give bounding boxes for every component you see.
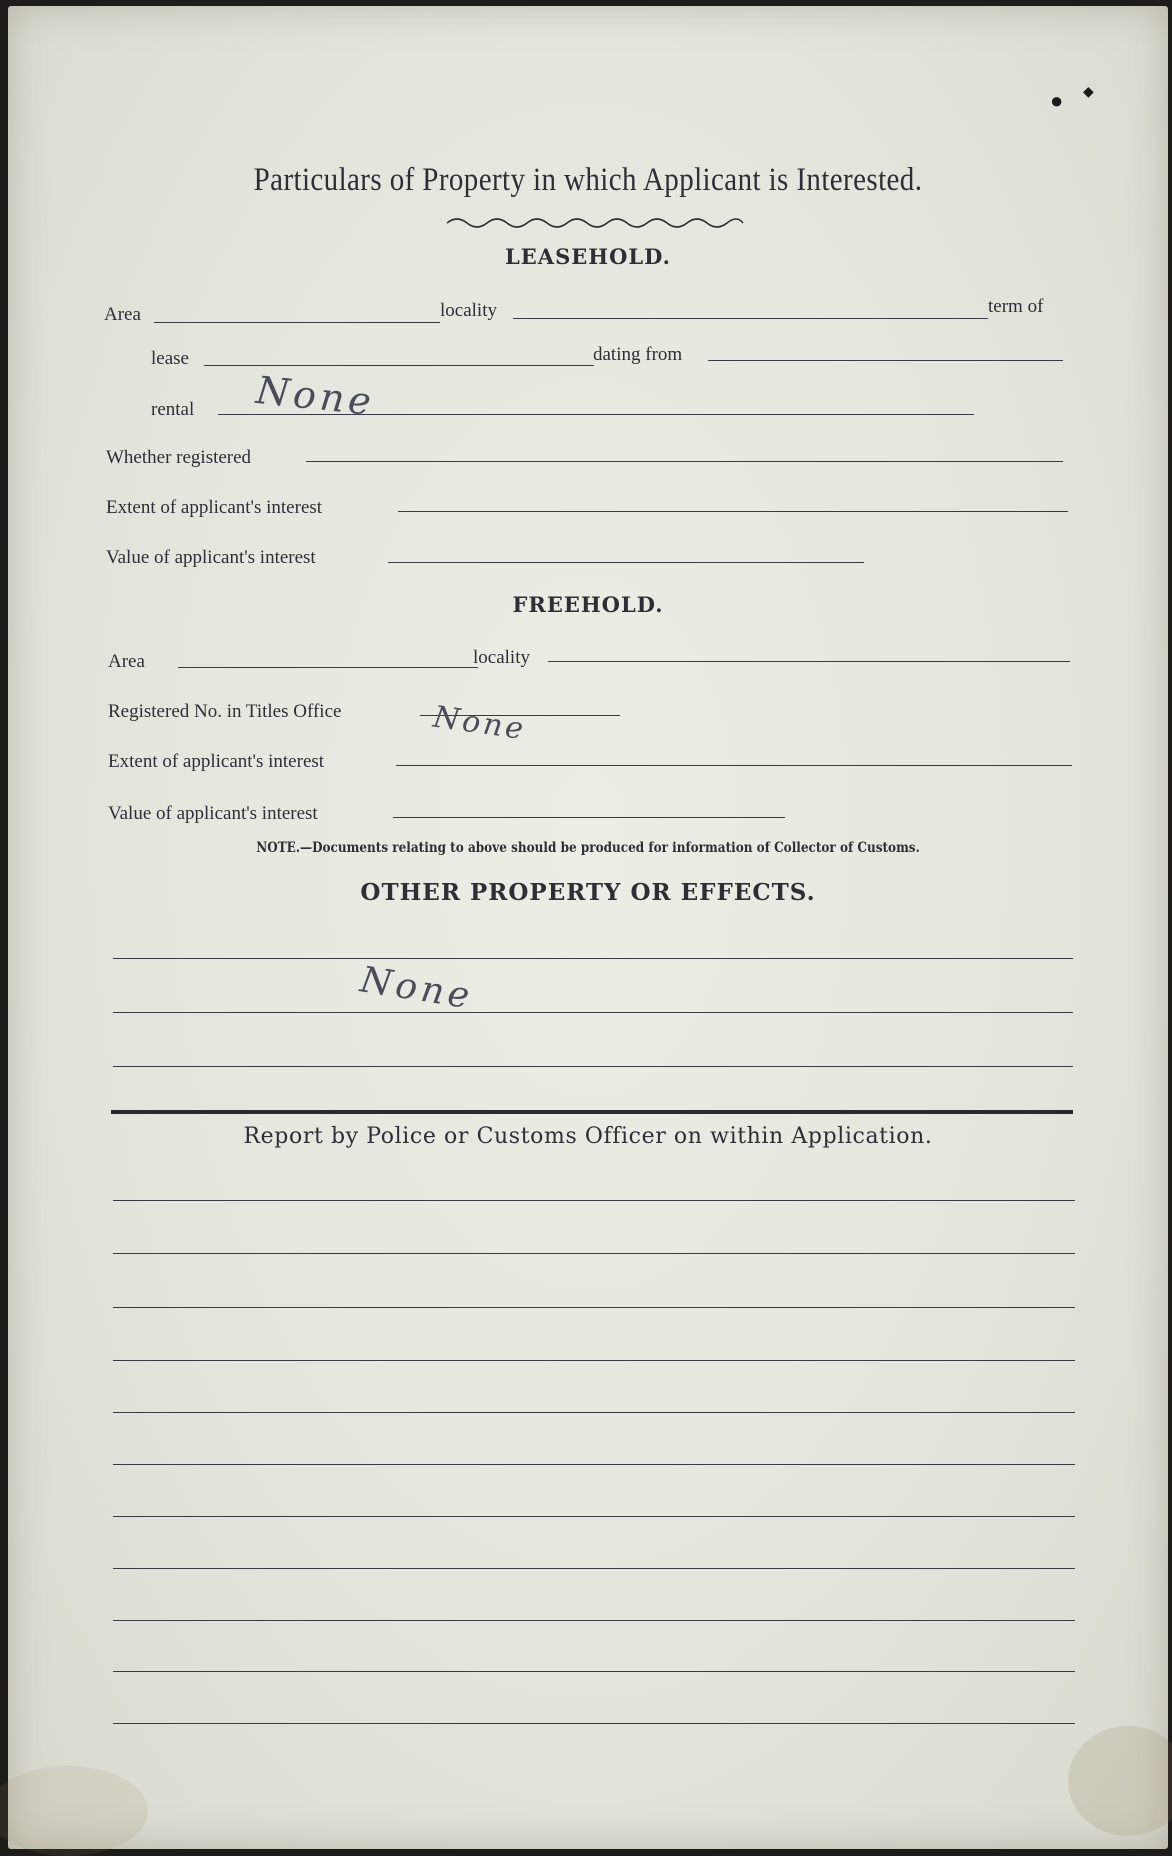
area-label: Area	[104, 304, 141, 325]
ink-blot-icon: ●	[1050, 88, 1064, 113]
freehold-heading: FREEHOLD.	[512, 592, 664, 617]
titles-office-label: Registered No. in Titles Office	[108, 701, 342, 722]
locality-label: locality	[440, 300, 497, 321]
other-property-line[interactable]	[113, 1066, 1073, 1067]
freehold-locality-field[interactable]	[548, 661, 1070, 662]
report-line[interactable]	[113, 1568, 1075, 1569]
rental-label: rental	[151, 399, 195, 420]
section-divider	[111, 1110, 1073, 1114]
wavy-divider	[445, 215, 745, 231]
report-line[interactable]	[113, 1253, 1075, 1254]
term-label: term of	[988, 296, 1044, 317]
other-property-heading: OTHER PROPERTY OR EFFECTS.	[360, 879, 816, 906]
report-line[interactable]	[113, 1360, 1075, 1361]
freehold-value-field[interactable]	[393, 817, 785, 818]
other-handwritten-value: None	[357, 959, 477, 1018]
extent-interest-label: Extent of applicant's interest	[106, 497, 323, 518]
freehold-extent-field[interactable]	[396, 765, 1072, 766]
water-stain	[0, 1766, 148, 1856]
whether-registered-field[interactable]	[306, 461, 1063, 462]
titles-handwritten-value: None	[431, 699, 529, 748]
area-field[interactable]	[154, 322, 440, 323]
dating-from-label: dating from	[593, 344, 683, 365]
page-title: Particulars of Property in which Applicant is Interested.	[253, 162, 923, 198]
value-interest-label: Value of applicant's interest	[106, 547, 316, 568]
extent-interest-field[interactable]	[398, 511, 1068, 512]
report-line[interactable]	[113, 1516, 1075, 1517]
locality-field[interactable]	[513, 318, 988, 319]
leasehold-heading: LEASEHOLD.	[505, 244, 671, 269]
dating-from-field[interactable]	[708, 360, 1063, 361]
other-property-line[interactable]	[113, 1012, 1073, 1013]
report-line[interactable]	[113, 1307, 1075, 1308]
document-page	[8, 6, 1168, 1849]
freehold-area-label: Area	[108, 651, 145, 672]
customs-note: NOTE.—Documents relating to above should be produced for information of Collector of Customs.	[256, 840, 920, 856]
freehold-value-label: Value of applicant's interest	[108, 803, 318, 824]
freehold-extent-label: Extent of applicant's interest	[108, 751, 325, 772]
water-stain	[1068, 1726, 1172, 1836]
lease-field[interactable]	[204, 365, 594, 366]
value-interest-field[interactable]	[388, 562, 864, 563]
lease-label: lease	[151, 348, 189, 369]
report-line[interactable]	[113, 1464, 1075, 1465]
report-heading: Report by Police or Customs Officer on within Application.	[243, 1124, 933, 1149]
rental-handwritten-value: None	[254, 367, 378, 425]
report-line[interactable]	[113, 1620, 1075, 1621]
report-line[interactable]	[113, 1412, 1075, 1413]
ink-blot-icon: ◆	[1083, 85, 1094, 100]
freehold-area-field[interactable]	[178, 667, 478, 668]
other-property-line[interactable]	[113, 958, 1073, 959]
freehold-locality-label: locality	[473, 647, 530, 668]
report-line[interactable]	[113, 1671, 1075, 1672]
report-line[interactable]	[113, 1723, 1075, 1724]
report-line[interactable]	[113, 1200, 1075, 1201]
whether-registered-label: Whether registered	[106, 447, 252, 468]
